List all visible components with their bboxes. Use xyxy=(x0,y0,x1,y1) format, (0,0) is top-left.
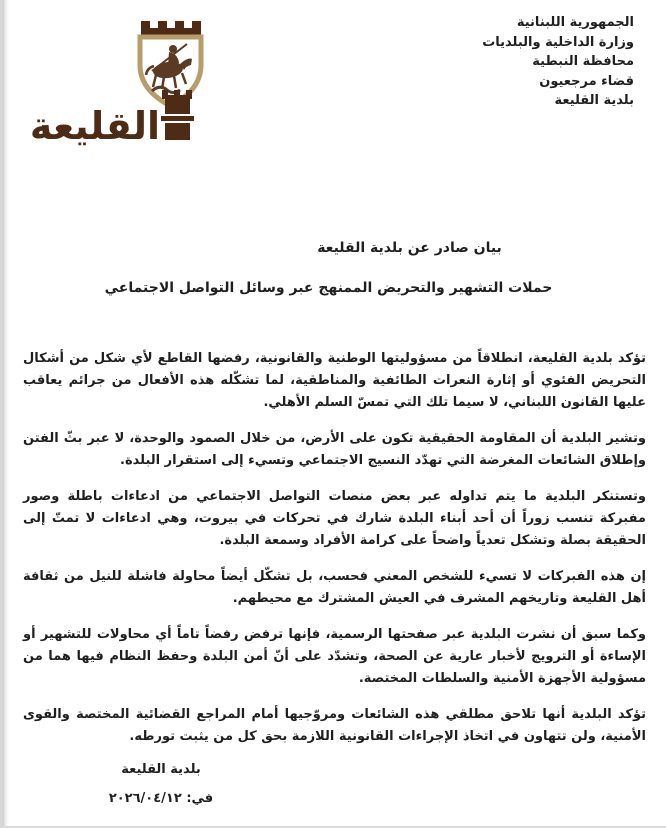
signature-inner xyxy=(86,762,236,806)
statement-title: بيان صادر عن بلدية القليعة xyxy=(317,240,502,256)
letterhead-line-republic: الجمهورية اللبنانية xyxy=(516,15,634,30)
tower-icon xyxy=(161,90,194,140)
statement-body xyxy=(3,348,666,748)
letterhead-line-governorate: محافظة النبطية xyxy=(532,54,634,69)
signature-block xyxy=(3,762,666,806)
statement-paragraph: تؤكد البلدية أنها تلاحق مطلقي هذه الشائعات ومروّجيها أمام المراجع القضائية المختصة والقوى الأمنية، ولن تتهاون في اتخاذ الإجراءات القانونية اللازمة بحق كل من يثبت تورطه. xyxy=(23,707,646,744)
statement-paragraph: تؤكد بلدية القليعة، انطلاقاً من مسؤوليتها الوطنية والقانونية، رفضها القاطع لأي شكل من أشكال التحريض الفئوي أو إثارة النعرات الطائفية والمناطقية، لما تشكّله هذه الأفعال من جرائم يعاقب عليها القانون اللبناني، لا سيما تلك التي تمسّ السلم الأهلي. xyxy=(23,351,646,410)
municipality-logo xyxy=(31,2,207,152)
logo-wordmark: القليعة xyxy=(31,104,161,148)
signature-organization: بلدية القليعة xyxy=(121,762,201,777)
statement-subject: حملات التشهير والتحريض الممنهج عبر وسائل التواصل الاجتماعي xyxy=(104,280,553,296)
letterhead xyxy=(3,0,666,160)
letterhead-line-district: قضاء مرجعيون xyxy=(539,73,634,89)
statement-paragraph: إن هذه الفبركات لا تسيء للشخص المعني فحسب، بل تشكّل أيضاً محاولة فاشلة للنيل من ثقافة أهل القليعة وتاريخهم المشرف في العيش المشترك مع محيطهم. xyxy=(23,569,646,606)
letterhead-line-municipality: بلدية القليعة xyxy=(554,93,634,108)
statement-paragraph: وتستنكر البلدية ما يتم تداوله عبر بعض منصات التواصل الاجتماعي من ادعاءات باطلة وصور مفبركة تنسب زوراً أن أحد أبناء البلدة شارك في تحركات في بيروت، وهي ادعاءات لا تمتّ إلى الحقيقة بصلة وتشكل تعدياً واضحاً على كرامة الأفراد وسمعة البلدة. xyxy=(23,489,646,548)
statement-paragraph: وتشير البلدية أن المقاومة الحقيقية تكون على الأرض، من خلال الصمود والوحدة، لا عبر بثّ الفتن وإطلاق الشائعات المغرضة التي تهدّد النسيج الاجتماعي وتسيء إلى استقرار البلدة. xyxy=(23,431,646,468)
letterhead-line-ministry: وزارة الداخلية والبلديات xyxy=(482,34,634,50)
statement-paragraph: وكما سبق أن نشرت البلدية عبر صفحتها الرسمية، فإنها ترفض رفضاً تاماً أي محاولات للتشهير أو الإساءة أو الترويج لأخبار عارية عن الصحة، وتشدّد على أنّ أمن البلدة وحفظ النظام فيها هما من مسؤولية الأجهزة الأمنية والسلطات المختصة. xyxy=(23,627,646,686)
statement-date: في: ٢٠٢٦/٠٤/١٢ xyxy=(108,791,214,806)
municipality-logo-graphic xyxy=(31,2,207,152)
